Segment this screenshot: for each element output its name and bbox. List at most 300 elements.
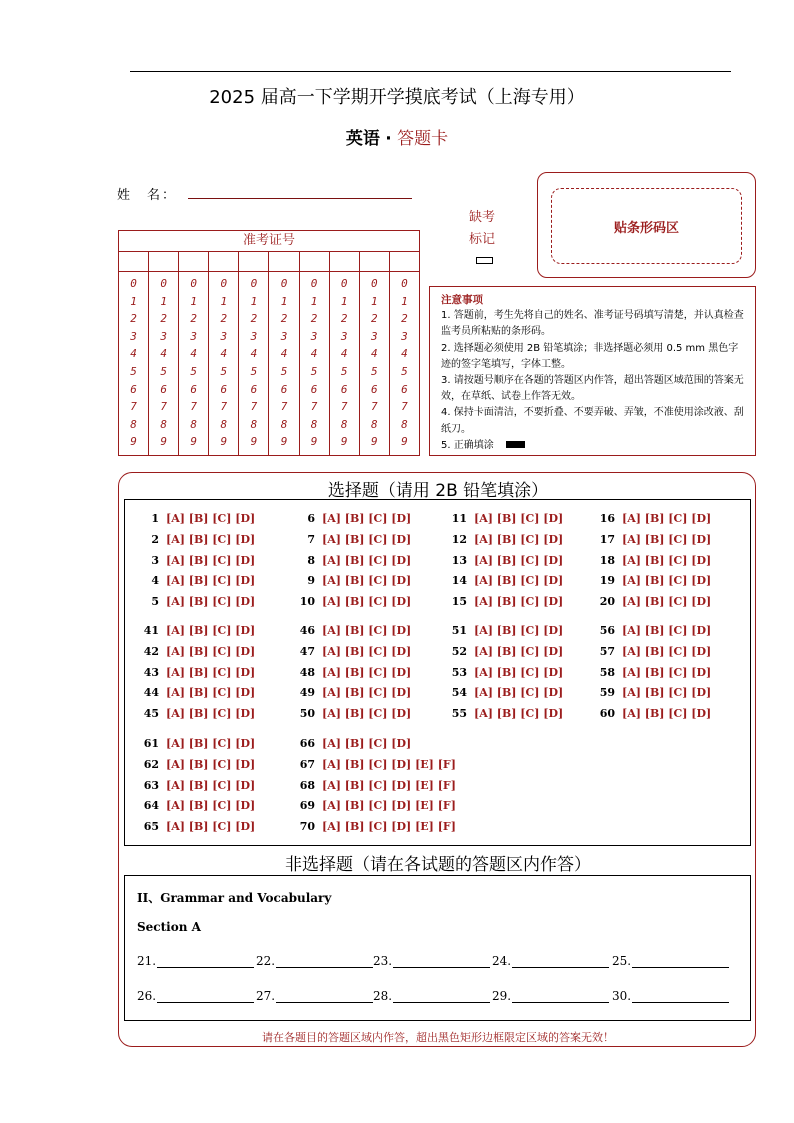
ticket-digit-bubble[interactable]: 0 bbox=[401, 277, 408, 290]
mc-question bbox=[141, 758, 255, 771]
ticket-digit-bubble[interactable]: 3 bbox=[340, 329, 348, 343]
mc-question-number: 8 bbox=[307, 553, 315, 567]
ticket-number-cell[interactable] bbox=[330, 252, 360, 271]
ticket-number-cell[interactable] bbox=[179, 252, 209, 271]
mc-question bbox=[597, 533, 711, 546]
mc-question bbox=[141, 799, 255, 812]
ticket-digit-bubble[interactable]: 8 bbox=[340, 417, 348, 431]
mc-answer-bubbles[interactable]: [A] [B] [C] [D] bbox=[622, 644, 712, 658]
ticket-digit-bubble[interactable]: 6 bbox=[250, 382, 258, 396]
ticket-digit-bubble[interactable]: 7 bbox=[340, 400, 348, 414]
ticket-number-label: 准考证号 bbox=[119, 231, 419, 252]
ticket-digit-bubble[interactable]: 7 bbox=[130, 400, 137, 414]
ticket-digit-bubble[interactable]: 8 bbox=[220, 417, 228, 431]
ticket-digit-bubble[interactable]: 4 bbox=[370, 347, 378, 361]
ticket-digit-bubble[interactable]: 0 bbox=[160, 277, 167, 290]
mc-question-number: 54 bbox=[451, 686, 467, 700]
ticket-digit-column bbox=[390, 272, 419, 455]
fr-section-title: 非选择题（请在各试题的答题区内作答） bbox=[285, 855, 591, 875]
ticket-digit-bubble[interactable]: 1 bbox=[130, 294, 137, 308]
ticket-digit-bubble[interactable]: 0 bbox=[130, 277, 137, 290]
mc-answer-bubbles[interactable]: [A] [B] [C] [D] bbox=[166, 799, 256, 813]
ticket-number-entry-row[interactable] bbox=[119, 252, 419, 272]
mc-answer-bubbles[interactable]: [A] [B] [C] [D] bbox=[166, 737, 256, 750]
fr-blank bbox=[256, 954, 373, 968]
ticket-digit-bubble[interactable]: 5 bbox=[160, 364, 167, 378]
mc-answer-bubbles[interactable]: [A] [B] [C] [D] bbox=[474, 512, 564, 525]
mc-answer-bubbles[interactable]: [A] [B] [C] [D] bbox=[322, 707, 412, 721]
ticket-digit-bubble[interactable]: 9 bbox=[250, 435, 258, 449]
mc-answer-bubbles[interactable]: [A] [B] [C] [D] bbox=[474, 595, 564, 609]
ticket-digit-bubble[interactable]: 6 bbox=[310, 382, 318, 396]
instruction-item-fill-example bbox=[441, 438, 745, 454]
mc-question bbox=[297, 779, 456, 792]
ticket-digit-column bbox=[209, 272, 239, 455]
mc-question-number: 4 bbox=[151, 574, 159, 588]
mc-question-number: 41 bbox=[143, 624, 159, 637]
mc-answer-bubbles[interactable]: [A] [B] [C] [D] bbox=[322, 532, 412, 546]
ticket-digit-bubble[interactable]: 1 bbox=[310, 294, 318, 308]
ticket-digit-bubble[interactable]: 9 bbox=[370, 435, 378, 449]
fr-answer-line[interactable] bbox=[393, 956, 490, 968]
ticket-digit-bubble[interactable]: 2 bbox=[250, 312, 258, 326]
ticket-digit-bubble[interactable]: 4 bbox=[250, 347, 258, 361]
mc-question bbox=[297, 707, 411, 720]
instructions-title: 注意事项 bbox=[441, 294, 483, 306]
mc-question bbox=[297, 666, 411, 679]
ticket-digit-bubble[interactable]: 6 bbox=[190, 382, 198, 396]
instruction-item: 1. 答题前，考生先将自己的姓名、准考证号码填写清楚，并认真检查监考员所粘贴的条形码。 bbox=[441, 310, 744, 338]
ticket-digit-bubble[interactable]: 7 bbox=[160, 400, 167, 414]
ticket-digit-bubble[interactable]: 0 bbox=[310, 277, 318, 290]
mc-answer-bubbles[interactable]: [A] [B] [C] [D] bbox=[322, 624, 412, 637]
mc-answer-bubbles[interactable]: [A] [B] [C] [D] bbox=[622, 707, 712, 721]
ticket-digit-bubble[interactable]: 8 bbox=[130, 417, 137, 431]
ticket-digit-bubble[interactable]: 4 bbox=[280, 347, 288, 361]
mc-question-number: 7 bbox=[307, 532, 315, 546]
ticket-digit-column bbox=[330, 272, 360, 455]
card-subtitle bbox=[0, 124, 794, 149]
ticket-digit-bubble[interactable]: 4 bbox=[190, 347, 198, 361]
fr-part-title: II、Grammar and Vocabulary bbox=[137, 891, 332, 905]
ticket-digit-bubble[interactable]: 7 bbox=[310, 400, 318, 414]
ticket-digit-bubble[interactable]: 6 bbox=[220, 382, 228, 396]
mc-question-number: 19 bbox=[599, 574, 615, 588]
name-field[interactable] bbox=[188, 198, 412, 199]
mc-question bbox=[449, 512, 563, 525]
fr-blank bbox=[256, 989, 373, 1003]
ticket-digit-bubble[interactable]: 9 bbox=[220, 435, 228, 449]
ticket-digit-bubble[interactable]: 2 bbox=[190, 312, 198, 326]
instruction-item: 3. 请按题号顺序在各题的答题区内作答，超出答题区域范围的答案无效，在草纸、试卷上作答无效。 bbox=[441, 375, 744, 403]
mc-answer-bubbles[interactable]: [A] [B] [C] [D] bbox=[322, 553, 412, 567]
mc-question bbox=[297, 533, 411, 546]
mc-answer-bubbles[interactable]: [A] [B] [C] [D] bbox=[474, 553, 564, 567]
mc-answer-bubbles[interactable]: [A] [B] [C] [D] bbox=[622, 574, 712, 588]
subtitle-separator: · bbox=[385, 129, 392, 149]
fr-answer-line[interactable] bbox=[157, 991, 254, 1003]
mc-question-number: 2 bbox=[151, 532, 159, 546]
mc-question bbox=[597, 666, 711, 679]
ticket-digit-bubble[interactable]: 6 bbox=[401, 382, 408, 396]
mc-answer-bubbles[interactable]: [A] [B] [C] [D] bbox=[622, 686, 712, 700]
mc-answer-bubbles[interactable]: [A] [B] [C] [D] bbox=[474, 707, 564, 721]
instructions-box bbox=[429, 286, 756, 456]
mc-question-number: 61 bbox=[143, 737, 159, 750]
mc-answer-bubbles[interactable]: [A] [B] [C] [D] [E] [F] bbox=[322, 799, 456, 813]
fr-answer-line[interactable] bbox=[276, 991, 373, 1003]
ticket-digit-bubble[interactable]: 3 bbox=[370, 329, 378, 343]
mc-question bbox=[297, 820, 456, 833]
mc-answer-bubbles[interactable]: [A] [B] [C] [D] bbox=[622, 624, 712, 637]
mc-question-number: 11 bbox=[451, 512, 467, 525]
ticket-digit-bubble[interactable]: 0 bbox=[370, 277, 378, 290]
mc-question-number: 9 bbox=[307, 574, 315, 588]
fr-blank-number: 25. bbox=[612, 954, 632, 968]
ticket-digit-column bbox=[269, 272, 299, 455]
fr-answer-line[interactable] bbox=[276, 956, 373, 968]
ticket-digit-bubble[interactable]: 6 bbox=[130, 382, 137, 396]
ticket-digit-bubble[interactable]: 9 bbox=[190, 435, 198, 449]
ticket-digit-bubble[interactable]: 5 bbox=[370, 364, 378, 378]
mc-question-number: 63 bbox=[143, 778, 159, 792]
mc-answer-bubbles[interactable]: [A] [B] [C] [D] bbox=[322, 595, 412, 609]
ticket-digit-bubble[interactable]: 3 bbox=[220, 329, 228, 343]
ticket-digit-columns bbox=[119, 272, 419, 455]
ticket-number-cell[interactable] bbox=[119, 252, 149, 271]
exam-title: 2025 届高一下学期开学摸底考试（上海专用） bbox=[209, 87, 585, 108]
ticket-digit-bubble[interactable]: 4 bbox=[310, 347, 318, 361]
mc-answer-bubbles[interactable]: [A] [B] [C] [D] bbox=[474, 574, 564, 588]
mc-answer-bubbles[interactable]: [A] [B] [C] [D] bbox=[622, 665, 712, 679]
ticket-digit-bubble[interactable]: 6 bbox=[370, 382, 378, 396]
fr-answer-line[interactable] bbox=[157, 956, 254, 968]
mc-question bbox=[449, 686, 563, 699]
ticket-digit-bubble[interactable]: 2 bbox=[370, 312, 378, 326]
ticket-digit-bubble[interactable]: 3 bbox=[401, 329, 408, 343]
ticket-digit-column bbox=[300, 272, 330, 455]
ticket-digit-bubble[interactable]: 6 bbox=[280, 382, 288, 396]
ticket-digit-bubble[interactable]: 2 bbox=[130, 312, 137, 326]
ticket-digit-column bbox=[239, 272, 269, 455]
mc-question bbox=[141, 779, 255, 792]
ticket-digit-bubble[interactable]: 3 bbox=[280, 329, 288, 343]
fr-answer-box bbox=[124, 875, 751, 1021]
ticket-digit-bubble[interactable]: 7 bbox=[401, 400, 408, 414]
fr-blank bbox=[612, 989, 729, 1003]
ticket-digit-bubble[interactable]: 0 bbox=[190, 277, 198, 290]
mc-question-number: 57 bbox=[599, 644, 615, 658]
ticket-digit-bubble[interactable]: 8 bbox=[370, 417, 378, 431]
mc-answer-bubbles[interactable]: [A] [B] [C] [D] bbox=[622, 512, 712, 525]
mc-question-number: 55 bbox=[451, 707, 467, 721]
mc-question-number: 69 bbox=[299, 799, 315, 813]
ticket-digit-bubble[interactable]: 3 bbox=[250, 329, 258, 343]
ticket-digit-bubble[interactable]: 4 bbox=[160, 347, 167, 361]
mc-answer-bubbles[interactable]: [A] [B] [C] [D] [E] [F] bbox=[322, 820, 456, 834]
ticket-digit-bubble[interactable]: 5 bbox=[190, 364, 198, 378]
ticket-digit-bubble[interactable]: 9 bbox=[401, 435, 408, 449]
ticket-digit-bubble[interactable]: 5 bbox=[250, 364, 258, 378]
ticket-digit-bubble[interactable]: 1 bbox=[220, 294, 228, 308]
mc-question-number: 6 bbox=[307, 512, 315, 525]
mc-answer-bubbles[interactable]: [A] [B] [C] [D] bbox=[166, 512, 256, 525]
ticket-digit-column bbox=[119, 272, 149, 455]
mc-answer-bubbles[interactable]: [A] [B] [C] [D] bbox=[166, 574, 256, 588]
mc-question bbox=[597, 595, 711, 608]
mc-section-title: 选择题（请用 2B 铅笔填涂） bbox=[327, 481, 549, 501]
mc-answer-box bbox=[124, 499, 751, 846]
mc-question bbox=[449, 554, 563, 567]
fr-blank bbox=[137, 954, 254, 968]
ticket-digit-bubble[interactable]: 7 bbox=[190, 400, 198, 414]
ticket-digit-bubble[interactable]: 1 bbox=[250, 294, 258, 308]
ticket-digit-bubble[interactable]: 9 bbox=[280, 435, 288, 449]
ticket-digit-bubble[interactable]: 1 bbox=[280, 294, 288, 308]
fr-blank bbox=[492, 954, 609, 968]
fr-blank-number: 23. bbox=[373, 954, 393, 968]
fr-answer-line[interactable] bbox=[632, 991, 729, 1003]
mc-question bbox=[141, 645, 255, 658]
ticket-number-cell[interactable] bbox=[149, 252, 179, 271]
ticket-digit-bubble[interactable]: 3 bbox=[310, 329, 318, 343]
ticket-digit-bubble[interactable]: 5 bbox=[220, 364, 228, 378]
ticket-digit-bubble[interactable]: 9 bbox=[130, 435, 137, 449]
ticket-digit-bubble[interactable]: 1 bbox=[401, 294, 408, 308]
mc-answer-bubbles[interactable]: [A] [B] [C] [D] bbox=[322, 512, 412, 525]
ticket-digit-bubble[interactable]: 3 bbox=[190, 329, 198, 343]
mc-question bbox=[449, 624, 563, 637]
ticket-digit-bubble[interactable]: 1 bbox=[160, 294, 167, 308]
ticket-number-cell[interactable] bbox=[300, 252, 330, 271]
mc-question bbox=[141, 686, 255, 699]
instruction-item: 4. 保持卡面清洁，不要折叠、不要弄破、弄皱，不准使用涂改液、刮纸刀。 bbox=[441, 407, 744, 435]
ticket-digit-bubble[interactable]: 0 bbox=[340, 277, 348, 290]
mc-answer-bubbles[interactable]: [A] [B] [C] [D] bbox=[474, 665, 564, 679]
fr-answer-line[interactable] bbox=[393, 991, 490, 1003]
mc-question bbox=[449, 533, 563, 546]
ticket-digit-bubble[interactable]: 2 bbox=[160, 312, 167, 326]
mc-question-number: 58 bbox=[599, 665, 615, 679]
ticket-digit-bubble[interactable]: 9 bbox=[310, 435, 318, 449]
mc-answer-bubbles[interactable]: [A] [B] [C] [D] [E] [F] bbox=[322, 757, 456, 771]
ticket-digit-bubble[interactable]: 1 bbox=[340, 294, 348, 308]
mc-question-number: 42 bbox=[143, 644, 159, 658]
ticket-digit-bubble[interactable]: 8 bbox=[310, 417, 318, 431]
mc-question bbox=[449, 595, 563, 608]
mc-answer-bubbles[interactable]: [A] [B] [C] [D] bbox=[166, 686, 256, 700]
mc-question-number: 67 bbox=[299, 757, 315, 771]
ticket-digit-bubble[interactable]: 9 bbox=[160, 435, 167, 449]
ticket-digit-bubble[interactable]: 7 bbox=[220, 400, 228, 414]
ticket-number-cell[interactable] bbox=[360, 252, 390, 271]
mc-question-number: 56 bbox=[599, 624, 615, 637]
ticket-number-cell[interactable] bbox=[269, 252, 299, 271]
ticket-digit-bubble[interactable]: 8 bbox=[160, 417, 167, 431]
footer-warning: 请在各题目的答题区域内作答，超出黑色矩形边框限定区域的答案无效！ bbox=[262, 1031, 614, 1044]
mc-answer-bubbles[interactable]: [A] [B] [C] [D] bbox=[622, 553, 712, 567]
mc-answer-bubbles[interactable]: [A] [B] [C] [D] bbox=[166, 624, 256, 637]
mc-answer-bubbles[interactable]: [A] [B] [C] [D] bbox=[322, 574, 412, 588]
mc-question bbox=[597, 574, 711, 587]
fr-blank-number: 28. bbox=[373, 989, 393, 1003]
mc-question-number: 68 bbox=[299, 778, 315, 792]
mc-question-number: 3 bbox=[151, 553, 159, 567]
mc-question-number: 45 bbox=[143, 707, 159, 721]
mc-question-number: 16 bbox=[599, 512, 615, 525]
mc-question-number: 65 bbox=[143, 820, 159, 834]
ticket-digit-bubble[interactable]: 4 bbox=[401, 347, 408, 361]
ticket-digit-bubble[interactable]: 1 bbox=[190, 294, 198, 308]
mc-question bbox=[449, 574, 563, 587]
ticket-digit-bubble[interactable]: 2 bbox=[401, 312, 408, 326]
ticket-digit-bubble[interactable]: 7 bbox=[280, 400, 288, 414]
mc-question-number: 60 bbox=[599, 707, 615, 721]
mc-answer-bubbles[interactable]: [A] [B] [C] [D] bbox=[166, 778, 256, 792]
mc-answer-bubbles[interactable]: [A] [B] [C] [D] bbox=[166, 532, 256, 546]
mc-question-number: 53 bbox=[451, 665, 467, 679]
ticket-digit-bubble[interactable]: 4 bbox=[340, 347, 348, 361]
ticket-digit-bubble[interactable]: 8 bbox=[280, 417, 288, 431]
mc-question bbox=[449, 707, 563, 720]
mc-question bbox=[141, 574, 255, 587]
mc-answer-bubbles[interactable]: [A] [B] [C] [D] bbox=[166, 595, 256, 609]
ticket-digit-bubble[interactable]: 8 bbox=[190, 417, 198, 431]
ticket-digit-bubble[interactable]: 8 bbox=[250, 417, 258, 431]
mc-question-number: 70 bbox=[299, 820, 315, 834]
fr-blank bbox=[137, 989, 254, 1003]
ticket-digit-bubble[interactable]: 5 bbox=[340, 364, 348, 378]
ticket-digit-bubble[interactable]: 1 bbox=[370, 294, 378, 308]
mc-question bbox=[141, 554, 255, 567]
ticket-number-cell[interactable] bbox=[239, 252, 269, 271]
ticket-digit-bubble[interactable]: 2 bbox=[340, 312, 348, 326]
ticket-digit-bubble[interactable]: 6 bbox=[340, 382, 348, 396]
mc-question-number: 18 bbox=[599, 553, 615, 567]
mc-question-number: 14 bbox=[451, 574, 467, 588]
fr-answer-line[interactable] bbox=[512, 991, 609, 1003]
mc-question bbox=[597, 512, 711, 525]
ticket-digit-bubble[interactable]: 2 bbox=[220, 312, 228, 326]
mc-question-number: 52 bbox=[451, 644, 467, 658]
mc-answer-bubbles[interactable]: [A] [B] [C] [D] bbox=[322, 665, 412, 679]
mc-question-number: 47 bbox=[299, 644, 315, 658]
ticket-number-cell[interactable] bbox=[390, 252, 419, 271]
ticket-digit-bubble[interactable]: 5 bbox=[310, 364, 318, 378]
absent-label: 缺考标记 bbox=[468, 210, 495, 247]
mc-answer-bubbles[interactable]: [A] [B] [C] [D] bbox=[166, 757, 256, 771]
mc-answer-bubbles[interactable]: [A] [B] [C] [D] bbox=[166, 707, 256, 721]
ticket-digit-bubble[interactable]: 5 bbox=[280, 364, 288, 378]
mc-question-number: 17 bbox=[599, 532, 615, 546]
mc-question-number: 1 bbox=[151, 512, 159, 525]
name-label: 姓 名： bbox=[117, 188, 178, 203]
mc-question bbox=[141, 624, 255, 637]
card-type-label: 答题卡 bbox=[397, 129, 449, 149]
mc-answer-bubbles[interactable]: [A] [B] [C] [D] bbox=[322, 644, 412, 658]
mc-question-number: 51 bbox=[451, 624, 467, 637]
mc-question-number: 64 bbox=[143, 799, 159, 813]
mc-answer-bubbles[interactable]: [A] [B] [C] [D] bbox=[474, 644, 564, 658]
ticket-digit-bubble[interactable]: 7 bbox=[250, 400, 258, 414]
mc-question-number: 5 bbox=[151, 595, 159, 609]
ticket-digit-bubble[interactable]: 9 bbox=[340, 435, 348, 449]
fr-blank-number: 26. bbox=[137, 989, 157, 1003]
mc-question bbox=[297, 512, 411, 525]
fr-blank-number: 24. bbox=[492, 954, 512, 968]
fr-blank bbox=[373, 989, 490, 1003]
ticket-digit-column bbox=[360, 272, 390, 455]
answer-area bbox=[118, 472, 756, 1047]
mc-question-number: 59 bbox=[599, 686, 615, 700]
mc-question bbox=[597, 707, 711, 720]
ticket-digit-bubble[interactable]: 4 bbox=[130, 347, 137, 361]
ticket-digit-bubble[interactable]: 5 bbox=[401, 364, 408, 378]
mc-question-number: 62 bbox=[143, 757, 159, 771]
mc-question bbox=[597, 554, 711, 567]
fr-blank-number: 21. bbox=[137, 954, 157, 968]
mc-question bbox=[141, 533, 255, 546]
ticket-digit-bubble[interactable]: 3 bbox=[130, 329, 137, 343]
subject-label: 英语 bbox=[345, 129, 380, 149]
mc-question-number: 49 bbox=[299, 686, 315, 700]
mc-answer-bubbles[interactable]: [A] [B] [C] [D] bbox=[322, 737, 412, 750]
ticket-number-cell[interactable] bbox=[209, 252, 239, 271]
fr-blank bbox=[373, 954, 490, 968]
mc-answer-bubbles[interactable]: [A] [B] [C] [D] bbox=[474, 624, 564, 637]
ticket-digit-bubble[interactable]: 0 bbox=[220, 277, 228, 290]
ticket-digit-bubble[interactable]: 5 bbox=[130, 364, 137, 378]
mc-answer-bubbles[interactable]: [A] [B] [C] [D] bbox=[622, 532, 712, 546]
ticket-digit-bubble[interactable]: 6 bbox=[160, 382, 167, 396]
mc-question-number: 20 bbox=[599, 595, 615, 609]
mc-answer-bubbles[interactable]: [A] [B] [C] [D] bbox=[166, 665, 256, 679]
mc-answer-bubbles[interactable]: [A] [B] [C] [D] bbox=[166, 553, 256, 567]
mc-question bbox=[141, 666, 255, 679]
mc-answer-bubbles[interactable]: [A] [B] [C] [D] bbox=[166, 820, 256, 834]
mc-answer-bubbles[interactable]: [A] [B] [C] [D] bbox=[474, 532, 564, 546]
ticket-digit-column bbox=[149, 272, 179, 455]
mc-answer-bubbles[interactable]: [A] [B] [C] [D] bbox=[622, 595, 712, 609]
ticket-digit-bubble[interactable]: 0 bbox=[250, 277, 258, 290]
ticket-digit-bubble[interactable]: 8 bbox=[401, 417, 408, 431]
mc-question bbox=[449, 645, 563, 658]
mc-question bbox=[297, 645, 411, 658]
mc-answer-bubbles[interactable]: [A] [B] [C] [D] bbox=[474, 686, 564, 700]
ticket-digit-bubble[interactable]: 4 bbox=[220, 347, 228, 361]
mc-question-number: 48 bbox=[299, 665, 315, 679]
fr-answer-line[interactable] bbox=[632, 956, 729, 968]
mc-question bbox=[297, 624, 411, 637]
mc-question bbox=[449, 666, 563, 679]
mc-answer-bubbles[interactable]: [A] [B] [C] [D] [E] [F] bbox=[322, 778, 456, 792]
mc-question-number: 15 bbox=[451, 595, 467, 609]
ticket-digit-bubble[interactable]: 3 bbox=[160, 329, 167, 343]
fr-blank-number: 30. bbox=[612, 989, 632, 1003]
mc-question bbox=[141, 820, 255, 833]
absent-checkbox[interactable] bbox=[476, 257, 493, 264]
mc-answer-bubbles[interactable]: [A] [B] [C] [D] bbox=[166, 644, 256, 658]
ticket-digit-bubble[interactable]: 2 bbox=[310, 312, 318, 326]
mc-question-number: 13 bbox=[451, 553, 467, 567]
fr-blank bbox=[612, 954, 729, 968]
mc-question-number: 43 bbox=[143, 665, 159, 679]
ticket-digit-bubble[interactable]: 7 bbox=[370, 400, 378, 414]
ticket-digit-bubble[interactable]: 2 bbox=[280, 312, 288, 326]
fr-answer-line[interactable] bbox=[512, 956, 609, 968]
ticket-digit-bubble[interactable]: 0 bbox=[280, 277, 288, 290]
mc-answer-bubbles[interactable]: [A] [B] [C] [D] bbox=[322, 686, 412, 700]
